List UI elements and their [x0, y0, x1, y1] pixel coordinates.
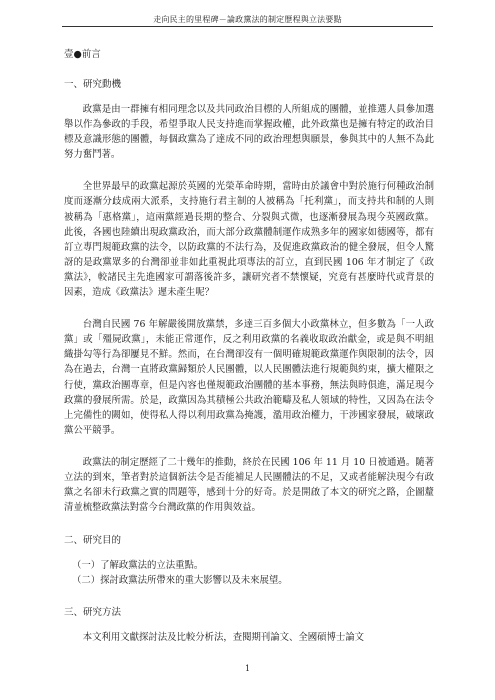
page-number: 1 [244, 664, 251, 673]
purpose-list [64, 558, 434, 588]
paragraph-motivation-2: 全世界最早的政黨起源於英國的光榮革命時期，當時由於議會中對於施行何種政治制度而逐漸分歧成兩大派系，支持施行君主制的人被稱為「托利黨」，而支持共和制的人則被稱為「惠格黨」，這兩黨經過長期的整合、分裂與式微，也逐漸發展為現今英國政黨。此後，各國也陸續出現政黨政治，而大部分政黨體制運作成熟多年的國家如德國等，都有訂立專門規範政黨的法令，以防政黨的不法行為，及促進政黨政治的健全發展，但令人驚訝的是政黨眾多的台灣卻並非如此重視此項專法的訂立，直到民國 106 年才制定了《政黨法》，較諸民主先進國家可謂落後許多，讓研究者不禁懷疑，究竟有甚麼時代或背景的因素，造成《政黨法》遲未產生呢？ [64, 181, 434, 299]
section-heading-method: 三、研究方法 [64, 607, 122, 619]
running-header: 走向民主的里程碑－論政黨法的制定歷程與立法要點 [153, 15, 342, 24]
paragraph-motivation-4: 政黨法的制定歷經了二十幾年的推動，終於在民國 106 年 11 月 10 日被通過。隨著立法的到來，筆者對於這個新法令是否能補足人民團體法的不足，又或者能解決現今有政黨之名卻未行政黨之實的問題等，感到十分的好奇。於是開啟了本文的研究之路，企圖釐清並梳整政黨法對當今台灣政黨的作用與效益。 [64, 456, 434, 514]
header-divider [62, 26, 433, 27]
section-heading-motivation: 一、研究動機 [64, 79, 122, 90]
paragraph-method-1: 本文利用文獻探討法及比較分析法，查閱期刊論文、全國碩博士論文 [82, 632, 365, 644]
chapter-title: 壹●前言 [64, 49, 101, 60]
purpose-item-2: （二）探討政黨法所帶來的重大影響以及未來展望。 [72, 575, 288, 587]
paragraph-motivation-1: 政黨是由一群擁有相同理念以及共同政治目標的人所組成的團體，並推選人員參加選舉以作為參政的手段，希望爭取人民支持進而掌握政權，此外政黨也是擁有特定的政治目標及意識形態的團體，每個政黨為了達成不同的政治理想與願景，參與其中的人無不為此努力奮鬥著。 [64, 104, 434, 161]
page-content [64, 46, 434, 662]
purpose-item-1: （一）了解政黨法的立法重點。 [72, 560, 204, 572]
paragraph-motivation-3: 台灣自民國 76 年解嚴後開放黨禁，多達三百多個大小政黨林立，但多數為「一人政黨」或「殭屍政黨」，未能正常運作，反之利用政黨的名義收取政治獻金，或是與不明組織掛勾等行為卻屢見不鮮。然而，在台灣卻沒有一個明確規範政黨運作與限制的法令，因為在過去，台灣一直將政黨歸類於人民團體，以人民團體法進行規範與約束，擴大權限之行使，黨政治團專章，但是內容也僅規範政治團體的基本事務，無法與時俱進，滿足現今政黨的發展所需。於是，政黨因為其積極公共政治範疇及私人領域的特性，又因為在法令上完備性的闕如，使得私人得以利用政黨為掩護，濫用政治權力，干涉國家發展，破壞政黨公平競爭。 [64, 319, 434, 436]
section-heading-purpose: 二、研究目的 [64, 535, 122, 547]
